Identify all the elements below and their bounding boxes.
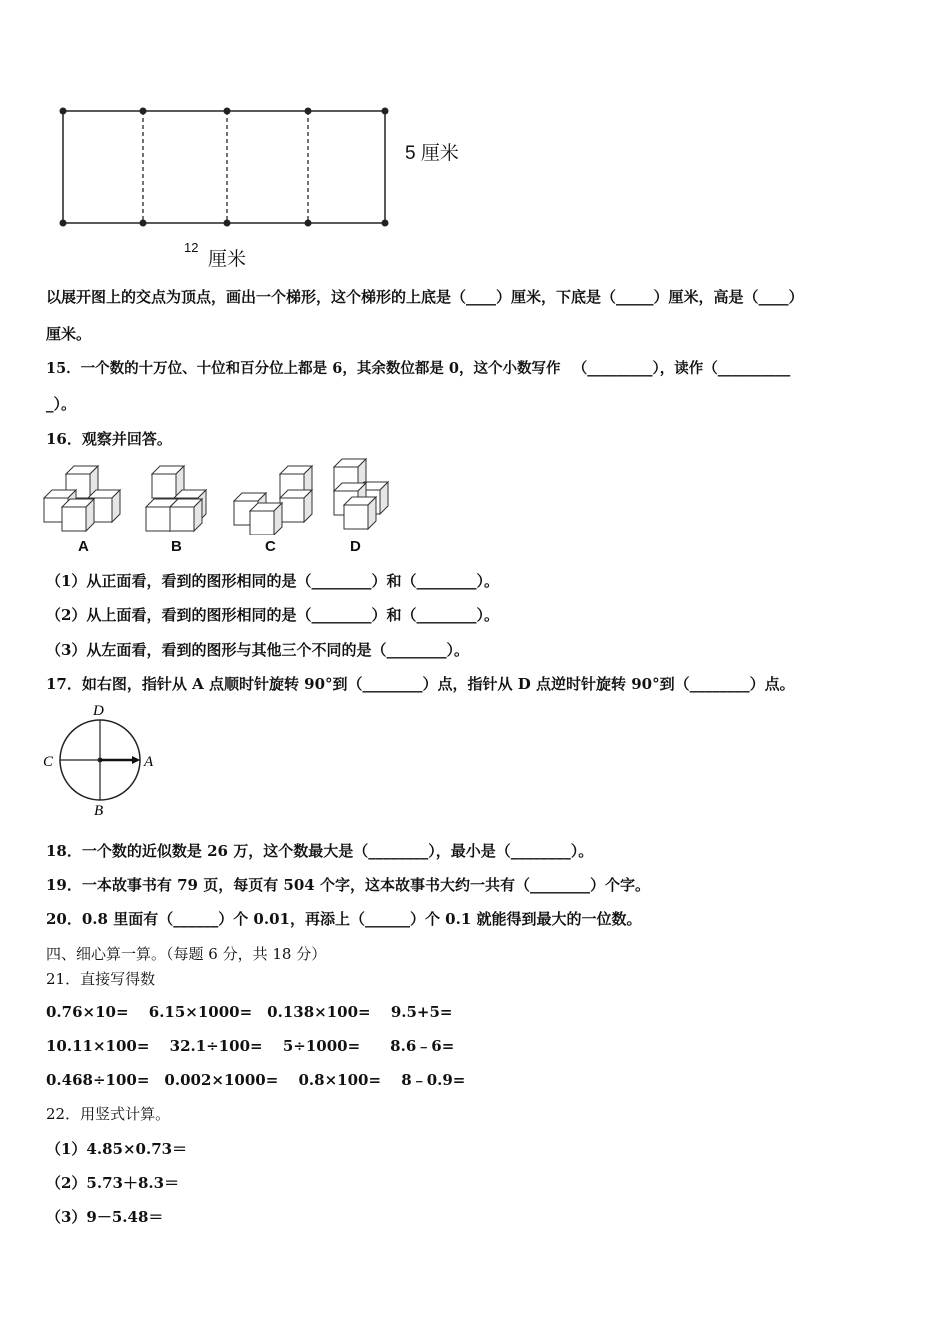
q22-title: 22．用竖式计算。 <box>46 1105 171 1123</box>
width-label-unit: 厘米 <box>208 249 247 270</box>
cube-figure-d <box>334 459 388 529</box>
cube-figure-a <box>44 466 120 531</box>
cube-label-b: B <box>171 538 182 555</box>
height-label: 5 厘米 <box>405 143 459 164</box>
q22-sub3: （3）9－5.48＝ <box>46 1208 164 1226</box>
cube-figures <box>40 455 400 535</box>
cube-figure-b <box>146 466 206 531</box>
q21-row2: 10.11×100= 32.1÷100= 5÷1000= 8.6﹣6= <box>46 1037 455 1055</box>
pointer-arrowhead <box>132 756 140 764</box>
width-label-number: 12 <box>184 240 199 255</box>
q21-title: 21．直接写得数 <box>46 970 156 988</box>
q22-sub1: （1）4.85×0.73＝ <box>46 1140 188 1158</box>
q16-sub2: （2）从上面看，看到的图形相同的是（________）和（________）。 <box>46 606 499 624</box>
q16-sub3: （3）从左面看，看到的图形与其他三个不同的是（________）。 <box>46 641 469 659</box>
q16-title: 16．观察并回答。 <box>46 430 172 448</box>
cube-label-c: C <box>265 538 276 555</box>
q21-row1: 0.76×10= 6.15×1000= 0.138×100= 9.5+5= <box>46 1003 453 1021</box>
q14-text-line1: 以展开图上的交点为顶点，画出一个梯形，这个梯形的上底是（____）厘米，下底是（_____）厘米，高是（____） <box>46 288 804 306</box>
q17-text: 17．如右图，指针从 A 点顺时针旋转 90°到（________）点，指针从 D 点逆时针旋转 90°到（________）点。 <box>46 675 795 693</box>
rectangle-net-figure <box>50 100 410 240</box>
q18-text: 18．一个数的近似数是 26 万，这个数最大是（________），最小是（________）。 <box>46 842 594 860</box>
q15-text-line1: 15．一个数的十万位、十位和百分位上都是 6，其余数位都是 0，这个小数写作 （_________），读作（__________ <box>46 360 791 377</box>
q20-text: 20．0.8 里面有（______）个 0.01，再添上（______）个 0.1 就能得到最大的一位数。 <box>46 910 642 928</box>
point-label-d: D <box>93 703 104 719</box>
clock-dial-figure <box>40 700 165 818</box>
q16-sub1: （1）从正面看，看到的图形相同的是（________）和（________）。 <box>46 572 499 590</box>
point-label-b: B <box>94 803 104 818</box>
point-label-a: A <box>144 754 154 770</box>
q21-row3: 0.468÷100= 0.002×1000= 0.8×100= 8﹣0.9= <box>46 1071 466 1089</box>
cube-figure-c <box>234 466 312 535</box>
cube-label-d: D <box>350 538 361 555</box>
vertex-points <box>60 108 389 227</box>
rectangle-outline <box>63 111 385 223</box>
q22-sub2: （2）5.73＋8.3＝ <box>46 1174 180 1192</box>
q19-text: 19．一本故事书有 79 页，每页有 504 个字，这本故事书大约一共有（________）个字。 <box>46 876 650 894</box>
q14-text-line2: 厘米。 <box>46 325 92 343</box>
q15-text-line2: _）。 <box>46 395 77 413</box>
point-label-c: C <box>43 754 54 770</box>
cube-label-a: A <box>78 538 89 555</box>
section-4-heading: 四、细心算一算。（每题 6 分，共 18 分） <box>46 945 327 963</box>
